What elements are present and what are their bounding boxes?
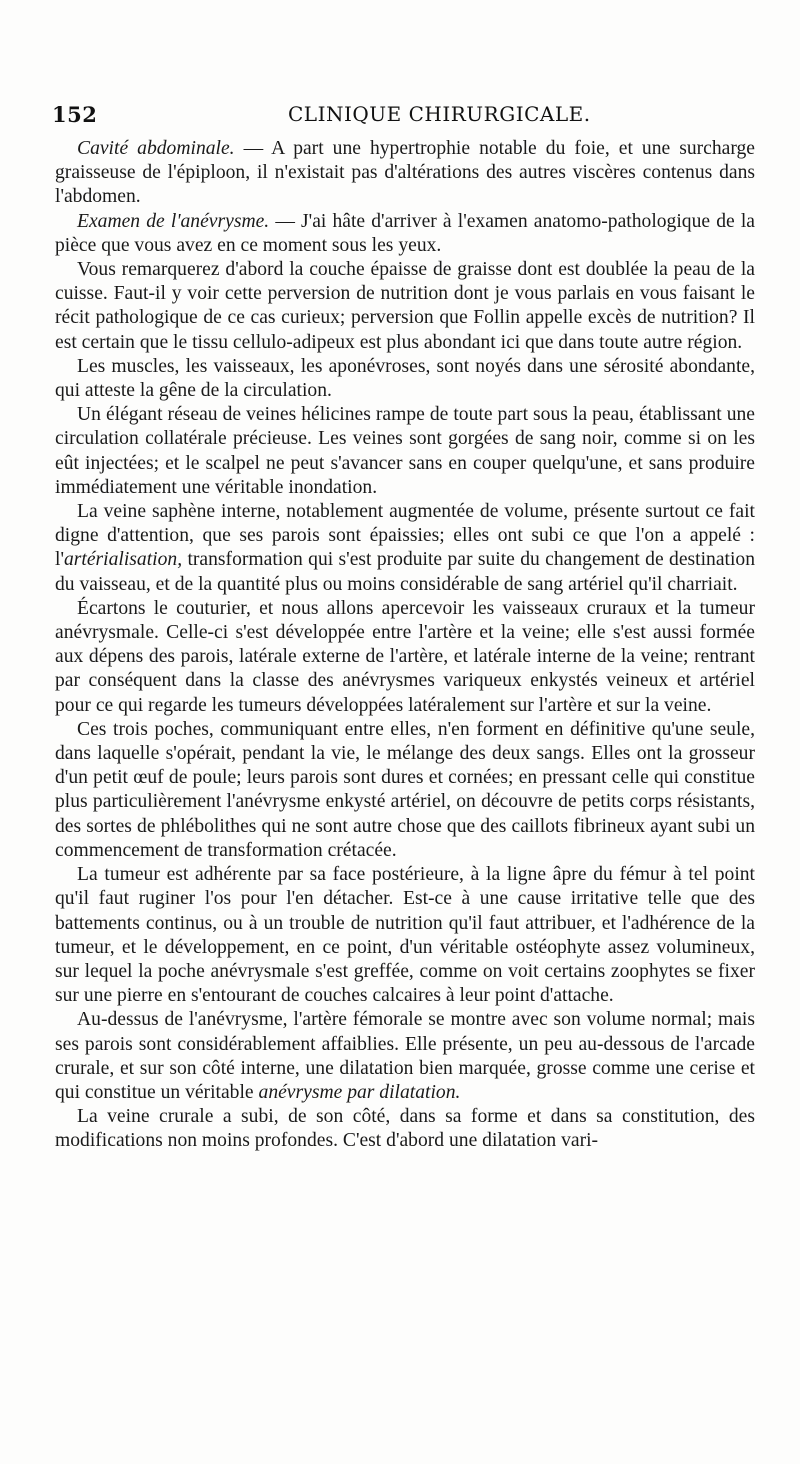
paragraph-text: transformation qui s'est produite par suite du changement de destination du vaisseau, et de la quantité plus ou moins considérable de sang artériel qu'il charriait. <box>55 549 755 595</box>
page-number: 152 <box>52 102 98 127</box>
paragraph <box>55 597 755 718</box>
paragraph-text: Au-dessus de l'anévrysme, l'artère fémorale se montre avec son volume normal; mais ses parois sont considérablement affaiblies. Elle présente, un peu au-dessous de l'arcade crurale, et sur son côté interne, une dilatation bien marquée, grosse comme une cerise et qui constitue un véritable <box>55 1009 755 1103</box>
paragraph <box>55 258 755 355</box>
paragraph-text: Ces trois poches, communiquant entre elles, n'en forment en définitive qu'une seule, dans laquelle s'opérait, pendant la vie, le mélange des deux sangs. Elles ont la grosseur d'un petit œuf de poule; leurs parois sont dures et cornées; en pressant celle qui constitue plus particulièrement l'anévrysme enkysté artériel, on découvre de petits corps résistants, des sortes de phlébolithes qui ne sont autre chose que des caillots fibrineux ayant subi un commencement de transformation crétacée. <box>55 718 755 861</box>
paragraph-text: — J'ai hâte d'arriver à l'examen anatomo-pathologique de la pièce que vous avez en ce moment sous les yeux. <box>55 210 755 256</box>
paragraph-text: La veine saphène interne, notablement augmentée de volume, présente surtout ce fait digne d'attention, que ses parois sont épaissies; elles ont subi ce que l'on a appelé : l' <box>55 501 755 571</box>
paragraph <box>55 718 755 863</box>
paragraph-text: — A part une hypertrophie notable du foie, et une surcharge graisseuse de l'épiploon, il n'existait pas d'altérations des autres viscères contenus dans l'abdomen. <box>55 138 755 208</box>
paragraph-cavite-abdominale <box>55 137 755 210</box>
paragraph <box>55 1008 755 1105</box>
paragraph-examen-anevrysme <box>55 210 755 258</box>
paragraph-text: Un élégant réseau de veines hélicines rampe de toute part sous la peau, établissant une circulation collatérale précieuse. Les veines sont gorgées de sang noir, comme si on les eût injectées; et le scalpel ne peut s'avancer sans en couper quelqu'une, et sans produire immédiatement une véritable inondation. <box>55 404 755 498</box>
emphasis-term: artérialisation, <box>63 549 183 571</box>
paragraph-text: Vous remarquerez d'abord la couche épaisse de graisse dont est doublée la peau de la cuisse. Faut-il y voir cette perversion de nutrition dont je vous parlais en vous faisant le récit pathologique de ce cas curieux; perversion que Follin appelle excès de nutrition? Il est certain que le tissu cellulo-adipeux est plus abondant ici que dans toute autre région. <box>55 259 755 353</box>
paragraph <box>55 1105 755 1153</box>
section-lead: Examen de l'anévrysme. <box>77 210 270 232</box>
running-title: CLINIQUE CHIRURGICALE. <box>288 102 591 126</box>
paragraph-text: La veine crurale a subi, de son côté, dans sa forme et dans sa constitution, des modifications non moins profondes. C'est d'abord une dilatation vari- <box>55 1106 755 1152</box>
body-text <box>55 137 755 1154</box>
page-header <box>52 100 752 128</box>
paragraph-text: Les muscles, les vaisseaux, les aponévroses, sont noyés dans une sérosité abondante, qui atteste la gêne de la circulation. <box>55 355 755 402</box>
paragraph-text: La tumeur est adhérente par sa face postérieure, à la ligne âpre du fémur à tel point qu'il faut ruginer l'os pour l'en détacher. Est-ce à une cause irritative telle que des battements continus, ou à un trouble de nutrition qu'il faut attribuer, et l'adhérence de la tumeur, et le développement, en ce point, d'un véritable ostéophyte assez volumineux, sur lequel la poche anévrysmale s'est greffée, comme on voit certains zoophytes se fixer sur une pierre en s'entourant de couches calcaires à leur point d'attache. <box>55 864 755 1007</box>
paragraph <box>55 863 755 1008</box>
paragraph <box>55 500 755 597</box>
section-lead: Cavité abdominale. <box>77 138 235 159</box>
paragraph <box>55 355 755 403</box>
paragraph <box>55 403 755 500</box>
paragraph-text: Écartons le couturier, et nous allons apercevoir les vaisseaux cruraux et la tumeur anévrysmale. Celle-ci s'est développée entre l'artère et la veine; elle s'est aussi formée aux dépens des parois, latérale externe de l'artère, et latérale interne de la veine; rentrant par conséquent dans la classe des anévrysmes variqueux enkystés veineux et artériel pour ce qui regarde les tumeurs développées latéralement sur l'artère et sur la veine. <box>55 597 755 716</box>
emphasis-term: anévrysme par dilatation. <box>258 1081 461 1103</box>
